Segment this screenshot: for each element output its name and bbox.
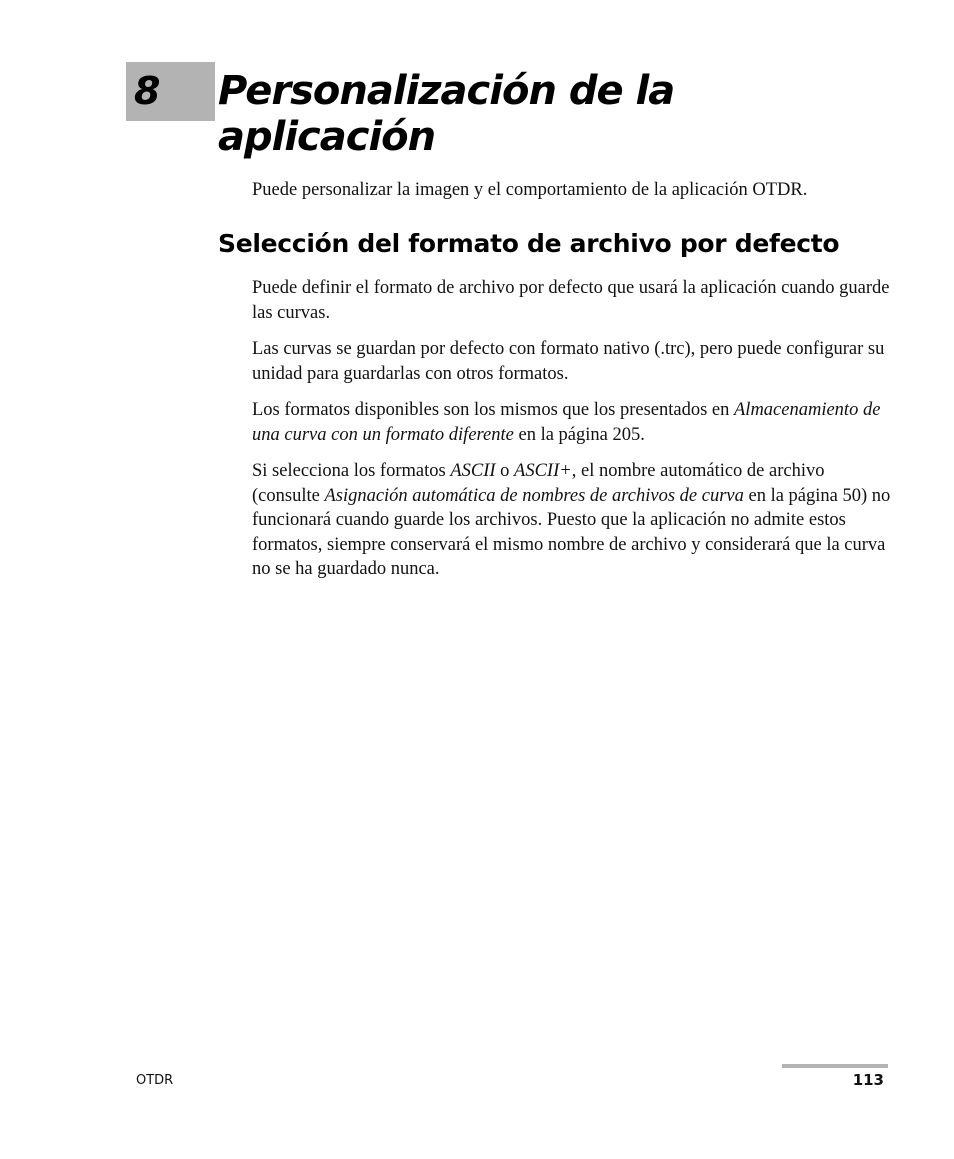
cross-reference-link[interactable]: Asignación automática de nombres de archivos de curva [324,485,744,506]
format-name-ascii-plus: ASCII+ [514,461,572,481]
footer-product-name: OTDR [136,1073,174,1088]
chapter-number-box [126,62,215,121]
footer-rule [782,1064,888,1068]
paragraph-2: Las curvas se guardan por defecto con formato nativo (.trc), pero puede configurar su unidad para guardarlas con otros formatos. [252,339,885,384]
format-name-ascii: ASCII [450,461,496,481]
section-body [252,276,892,594]
chapter-number: 8 [134,69,161,113]
paragraph-3-text-b: en la página 205. [513,424,645,445]
paragraph-4-text-a: Si selecciona los formatos [252,461,451,481]
page-number: 113 [852,1071,884,1089]
paragraph-4-text-d: en la página 50) no funcionará cuando guarde los archivos. Puesto que la aplicación no admite estos formatos, siempre conservará el mismo nombre de archivo y considerará que la curva no se ha guardado nunca. [252,485,891,579]
chapter-title-line1: Personalización de la [218,68,675,114]
paragraph-4 [252,459,892,582]
section-heading: Selección del formato de archivo por defecto [218,229,840,258]
paragraph-4-text-c: , el nombre automático de archivo (consulte [252,461,825,506]
paragraph-3 [252,398,892,447]
cross-reference-link[interactable]: Almacenamiento de una curva con un formato diferente [252,400,881,445]
chapter-title-line2: aplicación [218,114,436,160]
intro-paragraph: Puede personalizar la imagen y el comportamiento de la aplicación OTDR. [252,180,808,200]
paragraph-4-text-b: o [495,461,515,481]
paragraph-1: Puede definir el formato de archivo por defecto que usará la aplicación cuando guarde las curvas. [252,278,890,323]
paragraph-3-text-a: Los formatos disponibles son los mismos que los presentados en [252,400,734,420]
chapter-title [218,68,918,160]
